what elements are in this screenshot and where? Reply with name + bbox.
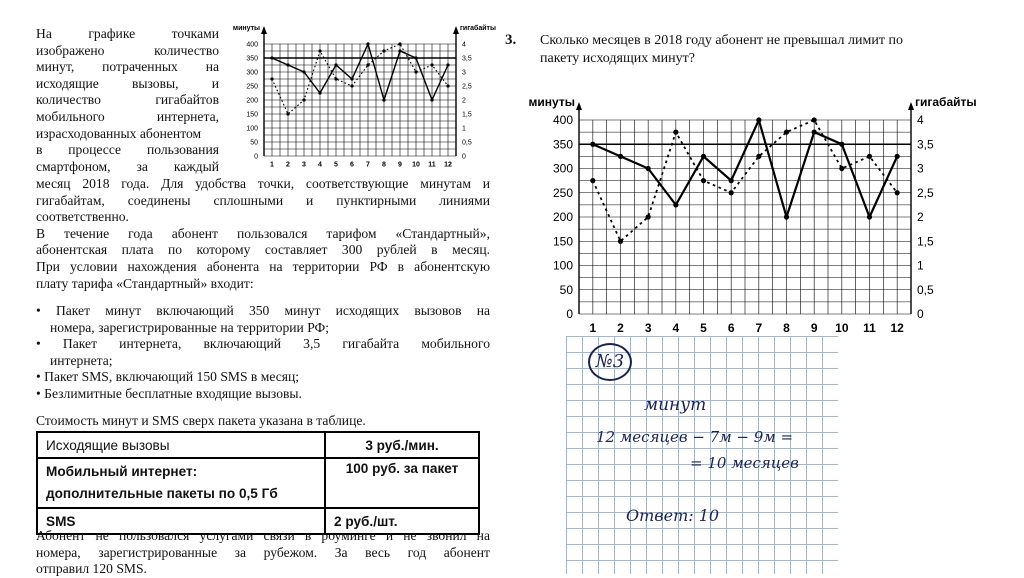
gigabytes-point [784, 130, 789, 135]
hand-line-3: = 10 месяцев [690, 454, 799, 472]
y-tick-right: 3,5 [917, 137, 934, 152]
y-tick-left: 350 [552, 137, 573, 152]
y-tick-right: 0,5 [462, 139, 472, 147]
y-tick-left: 250 [552, 185, 573, 200]
minutes-point [334, 63, 337, 66]
x-tick: 3 [644, 321, 652, 335]
gigabytes-point [398, 42, 401, 45]
minutes-point [646, 166, 651, 171]
y-tick-left: 250 [246, 83, 258, 91]
minutes-point [446, 63, 449, 66]
y-tick-left: 100 [552, 258, 573, 273]
table-row [37, 458, 479, 508]
y-tick-right: 0 [462, 153, 466, 161]
x-tick: 4 [318, 161, 322, 169]
footer-line: номера, зарегистрированные за рубежом. За весь год абонент [36, 544, 490, 560]
y-tick-left: 150 [552, 234, 573, 249]
minutes-point [398, 49, 401, 52]
y-tick-left: 350 [246, 55, 258, 63]
minutes-point [701, 154, 706, 159]
minutes-point [350, 77, 353, 80]
minutes-point [784, 214, 789, 219]
x-tick: 2 [286, 161, 290, 169]
minutes-point [590, 142, 595, 147]
y-tick-right: 1 [462, 125, 466, 133]
gigabytes-point [382, 49, 385, 52]
gigabytes-point [430, 63, 433, 66]
intro-line: количество гигабайтов [36, 92, 219, 108]
body-line: плату тарифа «Стандартный» входит: [36, 275, 254, 291]
bullet-line: • Пакет интернета, включающий 3,5 гигабайта мобильного [36, 336, 490, 352]
x-tick: 10 [835, 321, 849, 335]
intro-line: минут, потраченных на [36, 59, 219, 75]
bullet-line: интернета; [50, 352, 113, 368]
hand-answer: Ответ: 10 [626, 506, 720, 525]
hand-line-2: 12 месяцев − 7м − 9м = [596, 428, 794, 446]
x-tick: 5 [700, 321, 707, 335]
intro-line: мобильного интернета, [36, 108, 219, 124]
gigabytes-point [618, 239, 623, 244]
x-tick: 3 [302, 161, 306, 169]
gigabytes-point [270, 77, 273, 80]
y-axis-right-arrow [453, 26, 459, 34]
intro-line: исходящие вызовы, и [36, 75, 219, 91]
table-cell: Мобильный интернет: дополнительные пакеты по 0,5 Гб [37, 458, 325, 508]
minutes-point [318, 91, 321, 94]
minutes-point [618, 154, 623, 159]
minutes-point [756, 117, 761, 122]
minutes-point [895, 154, 900, 159]
x-tick: 11 [428, 161, 436, 169]
y-tick-right: 2,5 [462, 83, 472, 91]
minutes-point [673, 202, 678, 207]
y-axis-right-label: гигабайты [915, 95, 977, 109]
footer-line: Абонент не пользовался услугами связи в роуминге и не звонил на [36, 528, 490, 543]
intro-line: смартфоном, за каждый [36, 158, 219, 174]
y-tick-left: 150 [246, 111, 258, 119]
x-tick: 1 [270, 161, 274, 169]
gigabytes-point [318, 49, 321, 52]
body-text [36, 176, 490, 292]
y-axis-left-arrow [261, 26, 267, 34]
hand-label: №3 [588, 343, 632, 381]
body-line: месяц 2018 года. Для удобства точки, соответствующие минутам и [36, 176, 490, 191]
x-tick: 11 [863, 321, 876, 335]
x-tick: 8 [382, 161, 386, 169]
y-tick-left: 0 [254, 153, 258, 161]
minutes-point [430, 98, 433, 101]
y-tick-left: 0 [566, 307, 573, 322]
x-tick: 10 [412, 161, 420, 169]
x-tick: 4 [672, 321, 680, 335]
y-tick-left: 400 [246, 41, 258, 49]
gigabytes-point [895, 190, 900, 195]
big-chart [515, 80, 977, 342]
gigabytes-point [350, 84, 353, 87]
body-line: абонентская плата по которому составляет 300 рублей в месяц. [36, 242, 490, 258]
body-line: соответственно. [36, 209, 129, 225]
intro-text [36, 26, 219, 175]
gigabytes-point [334, 77, 337, 80]
footer-line: отправил 120 SMS. [36, 561, 147, 577]
bullet-line: • Пакет минут включающий 350 минут исходящих вызовов на [36, 303, 490, 318]
y-tick-left: 200 [552, 210, 573, 225]
minutes-point [302, 70, 305, 73]
x-tick: 7 [755, 321, 763, 335]
gigabytes-point [302, 98, 305, 101]
y-tick-right: 3 [917, 161, 924, 176]
x-tick: 5 [334, 161, 338, 169]
gigabytes-point [812, 117, 817, 122]
minutes-point [812, 130, 817, 135]
gigabytes-point [590, 178, 595, 183]
x-tick: 7 [366, 161, 370, 169]
y-axis-right-label: гигабайты [460, 25, 496, 32]
x-tick: 12 [444, 161, 452, 169]
body-line: гигабайтам, соединены сплошными и пунктирными линиями [36, 192, 490, 208]
x-tick: 8 [783, 321, 790, 335]
y-tick-right: 4 [462, 41, 466, 49]
y-tick-right: 1,5 [917, 234, 934, 249]
table-row [37, 432, 479, 458]
y-tick-right: 2 [462, 97, 466, 105]
bullet-line: • Пакет SMS, включающий 150 SMS в месяц; [36, 369, 300, 385]
table-caption: Стоимость минут и SMS сверх пакета указана в таблице. [36, 413, 366, 428]
gigabytes-point [673, 130, 678, 135]
body-line: При условии нахождения абонента на территории РФ в абонентскую [36, 258, 490, 274]
y-tick-right: 2,5 [917, 185, 934, 200]
table-cell: 3 руб./мин. [325, 432, 479, 458]
x-tick: 6 [350, 161, 354, 169]
minutes-point [270, 56, 273, 59]
gigabytes-point [839, 166, 844, 171]
gigabytes-point [366, 63, 369, 66]
small-chart [224, 20, 500, 180]
bullet-line: номера, зарегистрированные на территории РФ; [50, 319, 330, 335]
gigabytes-point [756, 154, 761, 159]
minutes-point [366, 42, 369, 45]
question-line-2: пакету исходящих минут? [540, 51, 695, 66]
y-tick-left: 300 [246, 69, 258, 77]
y-axis-left-arrow [576, 102, 582, 110]
x-tick: 1 [589, 321, 597, 335]
y-tick-right: 4 [917, 113, 924, 128]
minutes-point [867, 214, 872, 219]
y-tick-right: 0,5 [917, 282, 934, 297]
intro-line: в процессе пользования [36, 142, 219, 158]
gigabytes-point [446, 84, 449, 87]
gigabytes-point [414, 70, 417, 73]
minutes-point [729, 178, 734, 183]
y-axis-left-label: минуты [232, 25, 260, 32]
y-tick-right: 0 [917, 307, 924, 322]
y-tick-left: 50 [250, 139, 258, 147]
x-tick: 6 [727, 321, 735, 335]
table-cell: 100 руб. за пакет [325, 458, 479, 508]
intro-line: На графике точками [36, 26, 219, 41]
bullet-line: • Безлимитные бесплатные входящие вызовы. [36, 385, 302, 401]
x-tick: 12 [890, 321, 904, 335]
gigabytes-point [286, 112, 289, 115]
minutes-point [286, 63, 289, 66]
y-tick-left: 400 [552, 113, 573, 128]
minutes-point [382, 98, 385, 101]
x-tick: 2 [617, 321, 624, 335]
y-tick-left: 300 [552, 161, 573, 176]
y-tick-left: 100 [246, 125, 258, 133]
minutes-point [839, 142, 844, 147]
gigabytes-point [646, 214, 651, 219]
body-line: В течение года абонент пользовался тарифом «Стандартный», [36, 225, 490, 241]
y-tick-right: 2 [917, 210, 924, 225]
tariff-table [36, 431, 480, 535]
table-cell: Исходящие вызовы [37, 432, 325, 458]
y-tick-right: 3,5 [462, 55, 472, 63]
y-tick-right: 1,5 [462, 111, 472, 119]
hand-line-1: минут [644, 395, 707, 415]
intro-line: израсходованных абонентом [36, 125, 202, 141]
gigabytes-point [867, 154, 872, 159]
question-number: 3. [505, 32, 517, 48]
bullet-list [36, 303, 490, 403]
x-tick: 9 [810, 321, 818, 335]
table-cell: 2 руб./шт. [325, 508, 479, 534]
x-tick: 9 [398, 161, 402, 169]
question-line-1: Сколько месяцев в 2018 году абонент не превышал лимит по [540, 33, 903, 48]
minutes-point [414, 56, 417, 59]
table-cell: SMS [37, 508, 325, 534]
y-tick-right: 3 [462, 69, 466, 77]
gigabytes-point [729, 190, 734, 195]
y-tick-right: 1 [917, 258, 924, 273]
y-tick-left: 200 [246, 97, 258, 105]
footer-text [36, 528, 490, 578]
y-axis-right-arrow [908, 102, 914, 110]
intro-line: изображено количество [36, 42, 219, 58]
gigabytes-point [701, 178, 706, 183]
y-tick-left: 50 [559, 282, 573, 297]
y-axis-left-label: минуты [528, 95, 575, 109]
